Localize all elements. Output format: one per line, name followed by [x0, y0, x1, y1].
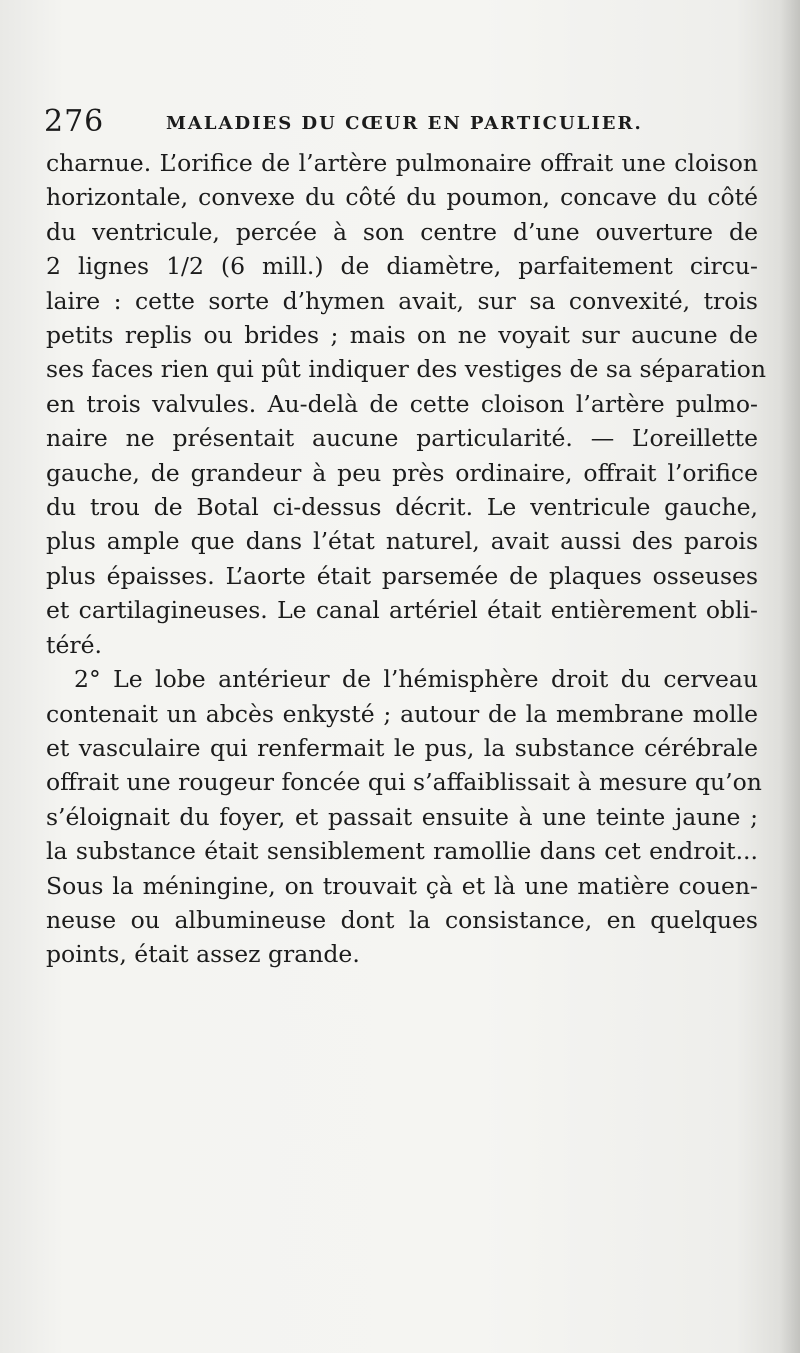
running-title: MALADIES DU CŒUR EN PARTICULIER.	[166, 113, 643, 134]
text-line: plus épaisses. L’aorte était parsemée de plaques osseuses	[46, 561, 758, 590]
text-line: du ventricule, percée à son centre d’une ouverture de	[46, 217, 758, 246]
text-line: horizontale, convexe du côté du poumon, concave du côté	[46, 183, 758, 212]
text-line: gauche, de grandeur à peu près ordinaire, offrait l’orifice	[46, 458, 758, 487]
text-line: et vasculaire qui renfermait le pus, la substance cérébrale	[46, 733, 758, 762]
text-line: charnue. L’orifice de l’artère pulmonaire offrait une cloison	[46, 149, 758, 177]
body-text	[46, 146, 766, 972]
page-edge-shadow	[780, 0, 800, 1353]
page-number: 276	[44, 104, 105, 139]
text-line: contenait un abcès enkysté ; autour de la membrane molle	[46, 699, 758, 728]
text-line: plus ample que dans l’état naturel, avait aussi des parois	[46, 527, 758, 556]
text-line: s’éloignait du foyer, et passait ensuite à une teinte jaune ;	[46, 802, 758, 831]
text-line: points, était assez grande.	[46, 940, 360, 969]
running-head	[44, 104, 764, 144]
text-line: ses faces rien qui pût indiquer des vestiges de sa séparation	[46, 355, 766, 384]
text-line: 2° Le lobe antérieur de l’hémisphère droit du cerveau	[74, 665, 758, 694]
text-line: laire : cette sorte d’hymen avait, sur sa convexité, trois	[46, 286, 758, 315]
text-line: neuse ou albumineuse dont la consistance, en quelques	[46, 905, 758, 934]
text-line: en trois valvules. Au-delà de cette cloison l’artère pulmo-	[46, 389, 758, 418]
text-line: du trou de Botal ci-dessus décrit. Le ventricule gauche,	[46, 493, 758, 522]
text-line: petits replis ou brides ; mais on ne voyait sur aucune de	[46, 321, 758, 350]
text-line: téré.	[46, 630, 102, 659]
text-line: naire ne présentait aucune particularité. — L’oreillette	[46, 424, 758, 453]
text-line: Sous la méningine, on trouvait çà et là une matière couen-	[46, 871, 758, 900]
text-line: et cartilagineuses. Le canal artériel était entièrement obli-	[46, 596, 758, 625]
text-line: la substance était sensiblement ramollie dans cet endroit...	[46, 837, 758, 866]
text-line: 2 lignes 1/2 (6 mill.) de diamètre, parfaitement circu-	[46, 252, 758, 281]
text-line: offrait une rougeur foncée qui s’affaiblissait à mesure qu’on	[46, 768, 762, 797]
